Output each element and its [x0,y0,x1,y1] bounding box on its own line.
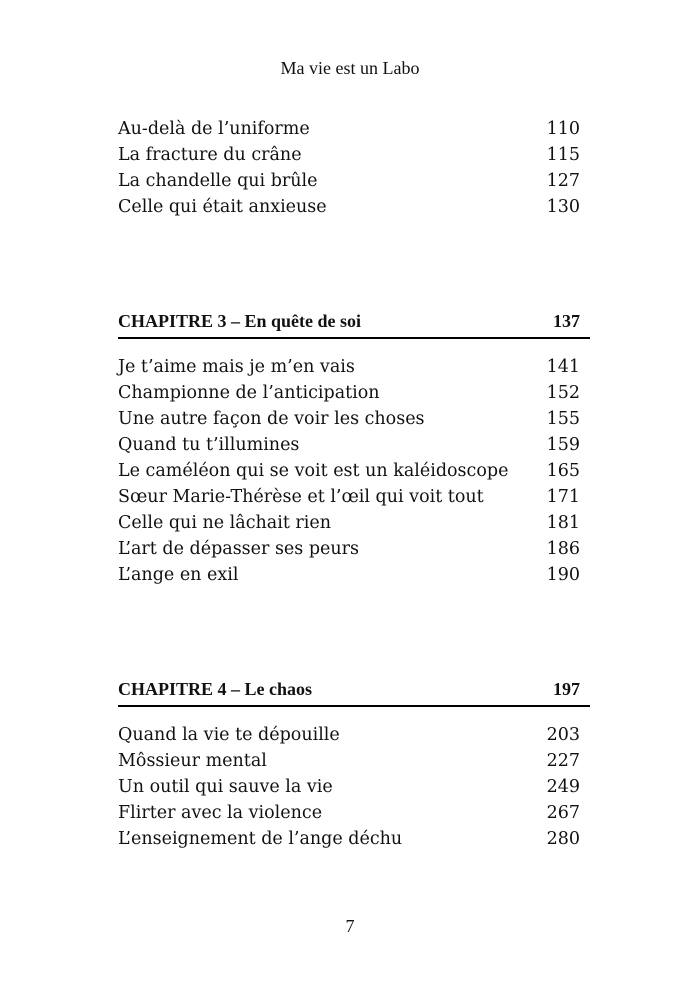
toc-chapter-3 [118,354,580,588]
toc-entry-page: 249 [546,777,580,797]
toc-section-top [118,116,580,220]
toc-entry-page: 127 [546,171,580,191]
toc-entry-title: L’ange en exil [118,565,239,585]
toc-entry-page: 181 [546,513,580,533]
toc-entry [118,774,580,800]
toc-entry-title: Celle qui ne lâchait rien [118,513,331,533]
chapter-3-page: 137 [553,311,580,331]
toc-entry-page: 280 [546,829,580,849]
toc-entry-page: 203 [546,725,580,745]
toc-entry [118,562,580,588]
toc-entry-title: Sœur Marie-Thérèse et l’œil qui voit tout [118,487,484,507]
toc-entry-title: Championne de l’anticipation [118,383,380,403]
toc-entry-page: 110 [546,119,580,139]
toc-entry [118,432,580,458]
toc-entry [118,406,580,432]
running-head: Ma vie est un Labo [280,58,420,78]
toc-entry-page: 155 [546,409,580,429]
toc-entry-page: 152 [546,383,580,403]
chapter-3-heading [118,309,590,339]
toc-entry-title: La chandelle qui brûle [118,171,318,191]
toc-entry-title: Quand tu t’illumines [118,435,300,455]
toc-entry-title: Le caméléon qui se voit est un kaléidoscope [118,461,509,481]
toc-entry-title: Celle qui était anxieuse [118,197,327,217]
chapter-4-title: CHAPITRE 4 – Le chaos [118,679,313,699]
toc-entry-title: Flirter avec la violence [118,803,323,823]
toc-entry-title: Quand la vie te dépouille [118,725,340,745]
toc-entry-page: 141 [546,357,580,377]
toc-entry [118,826,580,852]
toc-entry-title: La fracture du crâne [118,145,302,165]
toc-entry-title: Môssieur mental [118,751,267,771]
chapter-4-page: 197 [553,679,580,699]
toc-entry [118,354,580,380]
toc-entry-page: 171 [546,487,580,507]
toc-entry [118,748,580,774]
toc-entry-page: 165 [546,461,580,481]
toc-entry-page: 186 [546,539,580,559]
toc-entry-title: Je t’aime mais je m’en vais [118,357,355,377]
toc-entry-title: L’art de dépasser ses peurs [118,539,360,559]
toc-entry [118,380,580,406]
toc-entry [118,536,580,562]
toc-entry [118,484,580,510]
chapter-4-heading [118,677,590,707]
chapter-3-title: CHAPITRE 3 – En quête de soi [118,311,362,331]
toc-entry-page: 115 [546,145,580,165]
toc-entry-title: L’enseignement de l’ange déchu [118,829,403,849]
toc-entry-page: 190 [546,565,580,585]
toc-entry-title: Au-delà de l’uniforme [118,119,310,139]
toc-entry [118,510,580,536]
toc-entry-page: 159 [546,435,580,455]
toc-entry-page: 130 [546,197,580,217]
page-number: 7 [345,916,355,936]
toc-entry-title: Un outil qui sauve la vie [118,777,333,797]
toc-chapter-4 [118,722,580,852]
toc-entry-page: 227 [546,751,580,771]
toc-entry [118,800,580,826]
toc-entry [118,168,580,194]
toc-entry-title: Une autre façon de voir les choses [118,409,425,429]
toc-entry [118,722,580,748]
toc-entry [118,116,580,142]
toc-entry [118,142,580,168]
toc-entry-page: 267 [546,803,580,823]
toc-entry [118,194,580,220]
toc-entry [118,458,580,484]
